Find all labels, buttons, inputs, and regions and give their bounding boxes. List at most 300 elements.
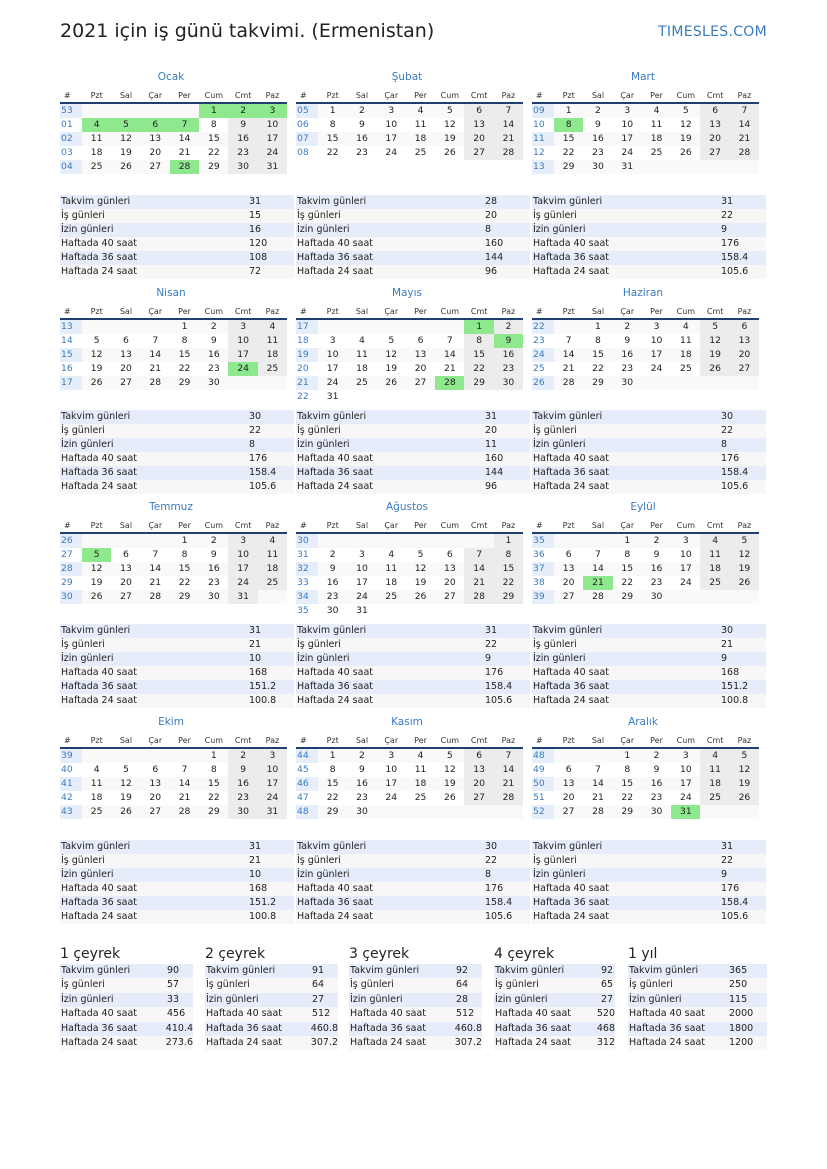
day-cell[interactable]: 22 (464, 362, 493, 376)
day-cell[interactable]: 27 (464, 146, 493, 160)
day-cell[interactable]: 10 (679, 764, 692, 775)
day-cell[interactable]: 23 (228, 146, 257, 160)
day-cell[interactable]: 27 (111, 376, 140, 390)
day-cell[interactable]: 3 (359, 549, 365, 560)
day-cell[interactable]: 17 (671, 777, 700, 791)
day-cell[interactable]: 22 (621, 577, 634, 588)
day-cell[interactable]: 3 (228, 534, 257, 548)
day-cell[interactable]: 28 (730, 146, 759, 160)
day-cell[interactable]: 16 (199, 348, 228, 362)
day-cell[interactable]: 14 (554, 348, 583, 362)
day-cell[interactable]: 3 (671, 534, 700, 548)
day-cell[interactable]: 12 (82, 562, 111, 576)
day-cell[interactable]: 10 (258, 118, 287, 132)
day-cell[interactable]: 3 (228, 320, 257, 334)
day-cell[interactable]: 13 (111, 348, 140, 362)
day-cell[interactable]: 28 (464, 590, 493, 604)
day-cell[interactable]: 25 (258, 576, 287, 590)
day-cell[interactable]: 1 (318, 104, 347, 118)
day-cell[interactable]: 15 (464, 348, 493, 362)
day-cell[interactable]: 11 (258, 334, 287, 348)
day-cell[interactable]: 21 (178, 147, 191, 158)
day-cell[interactable]: 16 (642, 777, 671, 791)
day-cell[interactable]: 24 (650, 363, 663, 374)
day-cell[interactable]: 18 (356, 363, 368, 374)
day-cell[interactable]: 2 (642, 749, 671, 763)
day-cell[interactable]: 4 (406, 749, 435, 763)
day-cell[interactable]: 7 (730, 104, 759, 118)
day-cell[interactable]: 27 (554, 805, 583, 819)
day-cell[interactable]: 14 (141, 562, 170, 576)
holiday-cell[interactable]: 6 (141, 118, 170, 132)
day-cell[interactable]: 30 (583, 160, 612, 174)
day-cell[interactable]: 12 (700, 334, 729, 348)
day-cell[interactable]: 31 (258, 805, 287, 819)
day-cell[interactable]: 2 (199, 534, 228, 548)
day-cell[interactable]: 1 (318, 749, 347, 763)
day-cell[interactable]: 12 (377, 348, 406, 362)
day-cell[interactable]: 5 (671, 104, 700, 118)
day-cell[interactable]: 28 (583, 590, 612, 604)
day-cell[interactable]: 12 (679, 119, 692, 130)
day-cell[interactable]: 14 (583, 777, 612, 791)
day-cell[interactable]: 17 (258, 132, 287, 146)
day-cell[interactable]: 11 (414, 119, 427, 130)
day-cell[interactable]: 20 (700, 132, 729, 146)
day-cell[interactable]: 11 (650, 119, 663, 130)
day-cell[interactable]: 26 (406, 590, 435, 604)
day-cell[interactable]: 30 (642, 805, 671, 819)
day-cell[interactable]: 4 (700, 534, 729, 548)
day-cell[interactable]: 29 (170, 376, 199, 390)
day-cell[interactable]: 22 (207, 792, 220, 803)
day-cell[interactable]: 29 (199, 160, 228, 174)
day-cell[interactable]: 11 (700, 548, 729, 562)
day-cell[interactable]: 4 (258, 320, 287, 334)
day-cell[interactable]: 4 (642, 104, 671, 118)
day-cell[interactable]: 8 (329, 119, 336, 130)
day-cell[interactable]: 5 (730, 749, 759, 763)
day-cell[interactable]: 22 (326, 792, 339, 803)
holiday-cell[interactable]: 28 (170, 160, 199, 174)
day-cell[interactable]: 20 (730, 348, 759, 362)
day-cell[interactable]: 18 (700, 562, 729, 576)
day-cell[interactable]: 31 (613, 160, 642, 174)
day-cell[interactable]: 29 (554, 160, 583, 174)
day-cell[interactable]: 22 (207, 147, 220, 158)
day-cell[interactable]: 17 (671, 562, 700, 576)
day-cell[interactable]: 19 (671, 132, 700, 146)
day-cell[interactable]: 25 (347, 376, 376, 390)
day-cell[interactable]: 19 (120, 792, 132, 803)
day-cell[interactable]: 30 (228, 805, 257, 819)
day-cell[interactable]: 6 (417, 335, 424, 346)
holiday-cell[interactable]: 28 (435, 376, 464, 390)
day-cell[interactable]: 20 (464, 132, 493, 146)
day-cell[interactable]: 23 (494, 362, 523, 376)
day-cell[interactable]: 11 (82, 777, 111, 791)
holiday-cell[interactable]: 21 (583, 576, 612, 590)
day-cell[interactable]: 1 (170, 320, 199, 334)
day-cell[interactable]: 20 (120, 363, 132, 374)
day-cell[interactable]: 2 (228, 749, 257, 763)
day-cell[interactable]: 20 (562, 792, 575, 803)
day-cell[interactable]: 29 (170, 590, 199, 604)
day-cell[interactable]: 10 (385, 119, 398, 130)
day-cell[interactable]: 26 (377, 376, 406, 390)
day-cell[interactable]: 20 (414, 363, 427, 374)
day-cell[interactable]: 28 (494, 146, 523, 160)
day-cell[interactable]: 21 (494, 132, 523, 146)
day-cell[interactable]: 31 (228, 590, 257, 604)
day-cell[interactable]: 31 (258, 160, 287, 174)
day-cell[interactable]: 13 (464, 118, 493, 132)
day-cell[interactable]: 27 (435, 590, 464, 604)
day-cell[interactable]: 6 (730, 320, 759, 334)
day-cell[interactable]: 3 (377, 104, 406, 118)
day-cell[interactable]: 25 (414, 792, 427, 803)
day-cell[interactable]: 1 (494, 534, 523, 548)
day-cell[interactable]: 18 (671, 348, 700, 362)
day-cell[interactable]: 17 (613, 132, 642, 146)
day-cell[interactable]: 6 (152, 764, 159, 775)
day-cell[interactable]: 16 (494, 348, 523, 362)
day-cell[interactable]: 21 (149, 577, 162, 588)
day-cell[interactable]: 23 (228, 791, 257, 805)
day-cell[interactable]: 18 (642, 132, 671, 146)
holiday-cell[interactable]: 5 (82, 548, 111, 562)
day-cell[interactable]: 15 (554, 132, 583, 146)
day-cell[interactable]: 12 (111, 132, 140, 146)
day-cell[interactable]: 6 (565, 764, 572, 775)
day-cell[interactable]: 22 (178, 577, 191, 588)
day-cell[interactable]: 9 (653, 549, 660, 560)
day-cell[interactable]: 5 (435, 104, 464, 118)
day-cell[interactable]: 31 (326, 391, 339, 402)
day-cell[interactable]: 21 (178, 792, 191, 803)
day-cell[interactable]: 14 (170, 132, 199, 146)
day-cell[interactable]: 12 (730, 548, 759, 562)
day-cell[interactable]: 25 (82, 160, 111, 174)
day-cell[interactable]: 8 (181, 335, 188, 346)
day-cell[interactable]: 18 (406, 777, 435, 791)
day-cell[interactable]: 9 (359, 119, 365, 130)
day-cell[interactable]: 21 (592, 792, 604, 803)
day-cell[interactable]: 10 (621, 119, 634, 130)
day-cell[interactable]: 9 (359, 764, 365, 775)
day-cell[interactable]: 27 (464, 791, 493, 805)
day-cell[interactable]: 1 (613, 749, 642, 763)
day-cell[interactable]: 7 (152, 549, 159, 560)
day-cell[interactable]: 26 (700, 362, 729, 376)
day-cell[interactable]: 13 (406, 348, 435, 362)
day-cell[interactable]: 11 (82, 132, 111, 146)
holiday-cell[interactable]: 1 (199, 104, 228, 118)
day-cell[interactable]: 19 (120, 147, 132, 158)
day-cell[interactable]: 12 (443, 764, 456, 775)
day-cell[interactable]: 21 (494, 777, 523, 791)
day-cell[interactable]: 8 (464, 334, 493, 348)
day-cell[interactable]: 23 (356, 792, 368, 803)
day-cell[interactable]: 5 (93, 335, 100, 346)
day-cell[interactable]: 8 (329, 764, 336, 775)
day-cell[interactable]: 23 (650, 577, 663, 588)
day-cell[interactable]: 1 (613, 534, 642, 548)
day-cell[interactable]: 14 (730, 118, 759, 132)
day-cell[interactable]: 5 (417, 549, 424, 560)
day-cell[interactable]: 15 (318, 777, 347, 791)
day-cell[interactable]: 21 (464, 576, 493, 590)
day-cell[interactable]: 10 (385, 764, 398, 775)
day-cell[interactable]: 8 (210, 119, 217, 130)
day-cell[interactable]: 26 (679, 147, 692, 158)
day-cell[interactable]: 14 (435, 348, 464, 362)
day-cell[interactable]: 20 (443, 577, 456, 588)
day-cell[interactable]: 19 (90, 577, 103, 588)
day-cell[interactable]: 24 (621, 147, 634, 158)
day-cell[interactable]: 9 (228, 118, 257, 132)
day-cell[interactable]: 29 (583, 376, 612, 390)
day-cell[interactable]: 16 (347, 777, 376, 791)
day-cell[interactable]: 25 (82, 805, 111, 819)
day-cell[interactable]: 28 (141, 590, 170, 604)
holiday-cell[interactable]: 8 (554, 118, 583, 132)
day-cell[interactable]: 24 (318, 376, 347, 390)
day-cell[interactable]: 15 (199, 777, 228, 791)
day-cell[interactable]: 15 (199, 132, 228, 146)
day-cell[interactable]: 16 (228, 777, 257, 791)
day-cell[interactable]: 19 (385, 363, 398, 374)
holiday-cell[interactable]: 3 (258, 104, 287, 118)
day-cell[interactable]: 26 (443, 792, 456, 803)
holiday-cell[interactable]: 24 (228, 362, 257, 376)
day-cell[interactable]: 5 (388, 335, 395, 346)
day-cell[interactable]: 2 (642, 534, 671, 548)
day-cell[interactable]: 11 (347, 348, 376, 362)
day-cell[interactable]: 1 (199, 749, 228, 763)
holiday-cell[interactable]: 9 (494, 334, 523, 348)
day-cell[interactable]: 11 (700, 763, 729, 777)
day-cell[interactable]: 2 (329, 549, 336, 560)
day-cell[interactable]: 18 (90, 147, 103, 158)
day-cell[interactable]: 31 (356, 605, 368, 616)
holiday-cell[interactable]: 2 (228, 104, 257, 118)
day-cell[interactable]: 21 (443, 363, 456, 374)
day-cell[interactable]: 2 (347, 749, 376, 763)
day-cell[interactable]: 27 (406, 376, 435, 390)
day-cell[interactable]: 14 (494, 763, 523, 777)
day-cell[interactable]: 16 (326, 577, 339, 588)
day-cell[interactable]: 12 (406, 562, 435, 576)
day-cell[interactable]: 23 (650, 792, 663, 803)
day-cell[interactable]: 22 (562, 147, 575, 158)
day-cell[interactable]: 10 (650, 335, 663, 346)
day-cell[interactable]: 12 (111, 777, 140, 791)
day-cell[interactable]: 14 (583, 562, 612, 576)
day-cell[interactable]: 29 (494, 590, 523, 604)
day-cell[interactable]: 12 (730, 763, 759, 777)
day-cell[interactable]: 22 (326, 147, 339, 158)
day-cell[interactable]: 20 (464, 777, 493, 791)
day-cell[interactable]: 18 (258, 348, 287, 362)
day-cell[interactable]: 18 (406, 132, 435, 146)
day-cell[interactable]: 16 (613, 348, 642, 362)
day-cell[interactable]: 30 (228, 160, 257, 174)
day-cell[interactable]: 11 (377, 562, 406, 576)
day-cell[interactable]: 6 (700, 104, 729, 118)
day-cell[interactable]: 9 (318, 562, 347, 576)
day-cell[interactable]: 11 (414, 764, 427, 775)
day-cell[interactable]: 29 (199, 805, 228, 819)
day-cell[interactable]: 13 (464, 763, 493, 777)
day-cell[interactable]: 13 (141, 132, 170, 146)
day-cell[interactable]: 8 (595, 335, 601, 346)
day-cell[interactable]: 15 (494, 562, 523, 576)
day-cell[interactable]: 30 (642, 590, 671, 604)
day-cell[interactable]: 30 (613, 376, 642, 390)
day-cell[interactable]: 28 (170, 805, 199, 819)
day-cell[interactable]: 28 (494, 791, 523, 805)
day-cell[interactable]: 19 (90, 363, 103, 374)
day-cell[interactable]: 18 (700, 777, 729, 791)
day-cell[interactable]: 25 (377, 590, 406, 604)
day-cell[interactable]: 24 (228, 576, 257, 590)
day-cell[interactable]: 7 (494, 749, 523, 763)
day-cell[interactable]: 2 (199, 320, 228, 334)
day-cell[interactable]: 15 (613, 777, 642, 791)
day-cell[interactable]: 22 (621, 792, 634, 803)
day-cell[interactable]: 13 (554, 562, 583, 576)
day-cell[interactable]: 23 (207, 577, 220, 588)
day-cell[interactable]: 14 (170, 777, 199, 791)
day-cell[interactable]: 24 (258, 791, 287, 805)
day-cell[interactable]: 9 (653, 764, 660, 775)
day-cell[interactable]: 12 (443, 119, 456, 130)
day-cell[interactable]: 30 (199, 590, 228, 604)
brand-link[interactable]: TIMESLES.COM (658, 24, 767, 40)
day-cell[interactable]: 30 (494, 376, 523, 390)
day-cell[interactable]: 15 (583, 348, 612, 362)
day-cell[interactable]: 17 (228, 562, 257, 576)
day-cell[interactable]: 27 (141, 805, 170, 819)
day-cell[interactable]: 6 (464, 104, 493, 118)
day-cell[interactable]: 7 (181, 764, 188, 775)
day-cell[interactable]: 4 (671, 320, 700, 334)
day-cell[interactable]: 3 (613, 104, 642, 118)
day-cell[interactable]: 10 (679, 549, 692, 560)
day-cell[interactable]: 4 (93, 764, 100, 775)
day-cell[interactable]: 25 (700, 576, 729, 590)
day-cell[interactable]: 13 (554, 777, 583, 791)
day-cell[interactable]: 21 (562, 363, 575, 374)
day-cell[interactable]: 20 (149, 792, 162, 803)
day-cell[interactable]: 26 (443, 147, 456, 158)
day-cell[interactable]: 17 (228, 348, 257, 362)
day-cell[interactable]: 29 (613, 805, 642, 819)
day-cell[interactable]: 4 (388, 549, 395, 560)
day-cell[interactable]: 9 (228, 763, 257, 777)
day-cell[interactable]: 24 (385, 792, 398, 803)
holiday-cell[interactable]: 4 (82, 118, 111, 132)
day-cell[interactable]: 9 (210, 549, 217, 560)
day-cell[interactable]: 16 (228, 132, 257, 146)
day-cell[interactable]: 27 (700, 146, 729, 160)
day-cell[interactable]: 17 (377, 132, 406, 146)
day-cell[interactable]: 2 (613, 320, 642, 334)
day-cell[interactable]: 27 (554, 590, 583, 604)
day-cell[interactable]: 25 (700, 791, 729, 805)
day-cell[interactable]: 6 (123, 335, 129, 346)
day-cell[interactable]: 15 (613, 562, 642, 576)
day-cell[interactable]: 16 (199, 562, 228, 576)
day-cell[interactable]: 25 (414, 147, 427, 158)
day-cell[interactable]: 25 (650, 147, 663, 158)
day-cell[interactable]: 10 (228, 334, 257, 348)
holiday-cell[interactable]: 7 (170, 118, 199, 132)
day-cell[interactable]: 11 (679, 335, 692, 346)
day-cell[interactable]: 18 (258, 562, 287, 576)
day-cell[interactable]: 25 (258, 362, 287, 376)
day-cell[interactable]: 21 (149, 363, 162, 374)
day-cell[interactable]: 8 (181, 549, 188, 560)
day-cell[interactable]: 9 (210, 335, 217, 346)
day-cell[interactable]: 13 (700, 118, 729, 132)
day-cell[interactable]: 7 (595, 764, 601, 775)
day-cell[interactable]: 6 (464, 749, 493, 763)
day-cell[interactable]: 30 (326, 605, 339, 616)
day-cell[interactable]: 22 (592, 363, 604, 374)
day-cell[interactable]: 23 (592, 147, 604, 158)
day-cell[interactable]: 28 (554, 376, 583, 390)
day-cell[interactable]: 24 (258, 146, 287, 160)
holiday-cell[interactable]: 1 (464, 320, 493, 334)
day-cell[interactable]: 7 (446, 335, 453, 346)
day-cell[interactable]: 17 (326, 363, 339, 374)
day-cell[interactable]: 7 (494, 104, 523, 118)
day-cell[interactable]: 26 (82, 590, 111, 604)
day-cell[interactable]: 30 (199, 376, 228, 390)
day-cell[interactable]: 6 (123, 549, 129, 560)
day-cell[interactable]: 3 (377, 749, 406, 763)
day-cell[interactable]: 6 (446, 549, 453, 560)
day-cell[interactable]: 8 (624, 549, 631, 560)
day-cell[interactable]: 20 (562, 577, 575, 588)
day-cell[interactable]: 24 (679, 577, 692, 588)
day-cell[interactable]: 12 (82, 348, 111, 362)
day-cell[interactable]: 16 (347, 132, 376, 146)
day-cell[interactable]: 14 (494, 118, 523, 132)
day-cell[interactable]: 25 (679, 363, 692, 374)
day-cell[interactable]: 24 (679, 792, 692, 803)
day-cell[interactable]: 10 (228, 548, 257, 562)
day-cell[interactable]: 20 (149, 147, 162, 158)
day-cell[interactable]: 17 (258, 777, 287, 791)
day-cell[interactable]: 20 (120, 577, 132, 588)
day-cell[interactable]: 23 (207, 363, 220, 374)
day-cell[interactable]: 8 (210, 764, 217, 775)
day-cell[interactable]: 8 (624, 764, 631, 775)
day-cell[interactable]: 7 (464, 548, 493, 562)
day-cell[interactable]: 26 (111, 805, 140, 819)
day-cell[interactable]: 16 (583, 132, 612, 146)
day-cell[interactable]: 19 (730, 562, 759, 576)
day-cell[interactable]: 26 (730, 791, 759, 805)
day-cell[interactable]: 17 (642, 348, 671, 362)
day-cell[interactable]: 9 (624, 335, 631, 346)
day-cell[interactable]: 3 (329, 335, 336, 346)
day-cell[interactable]: 14 (141, 348, 170, 362)
day-cell[interactable]: 13 (141, 777, 170, 791)
